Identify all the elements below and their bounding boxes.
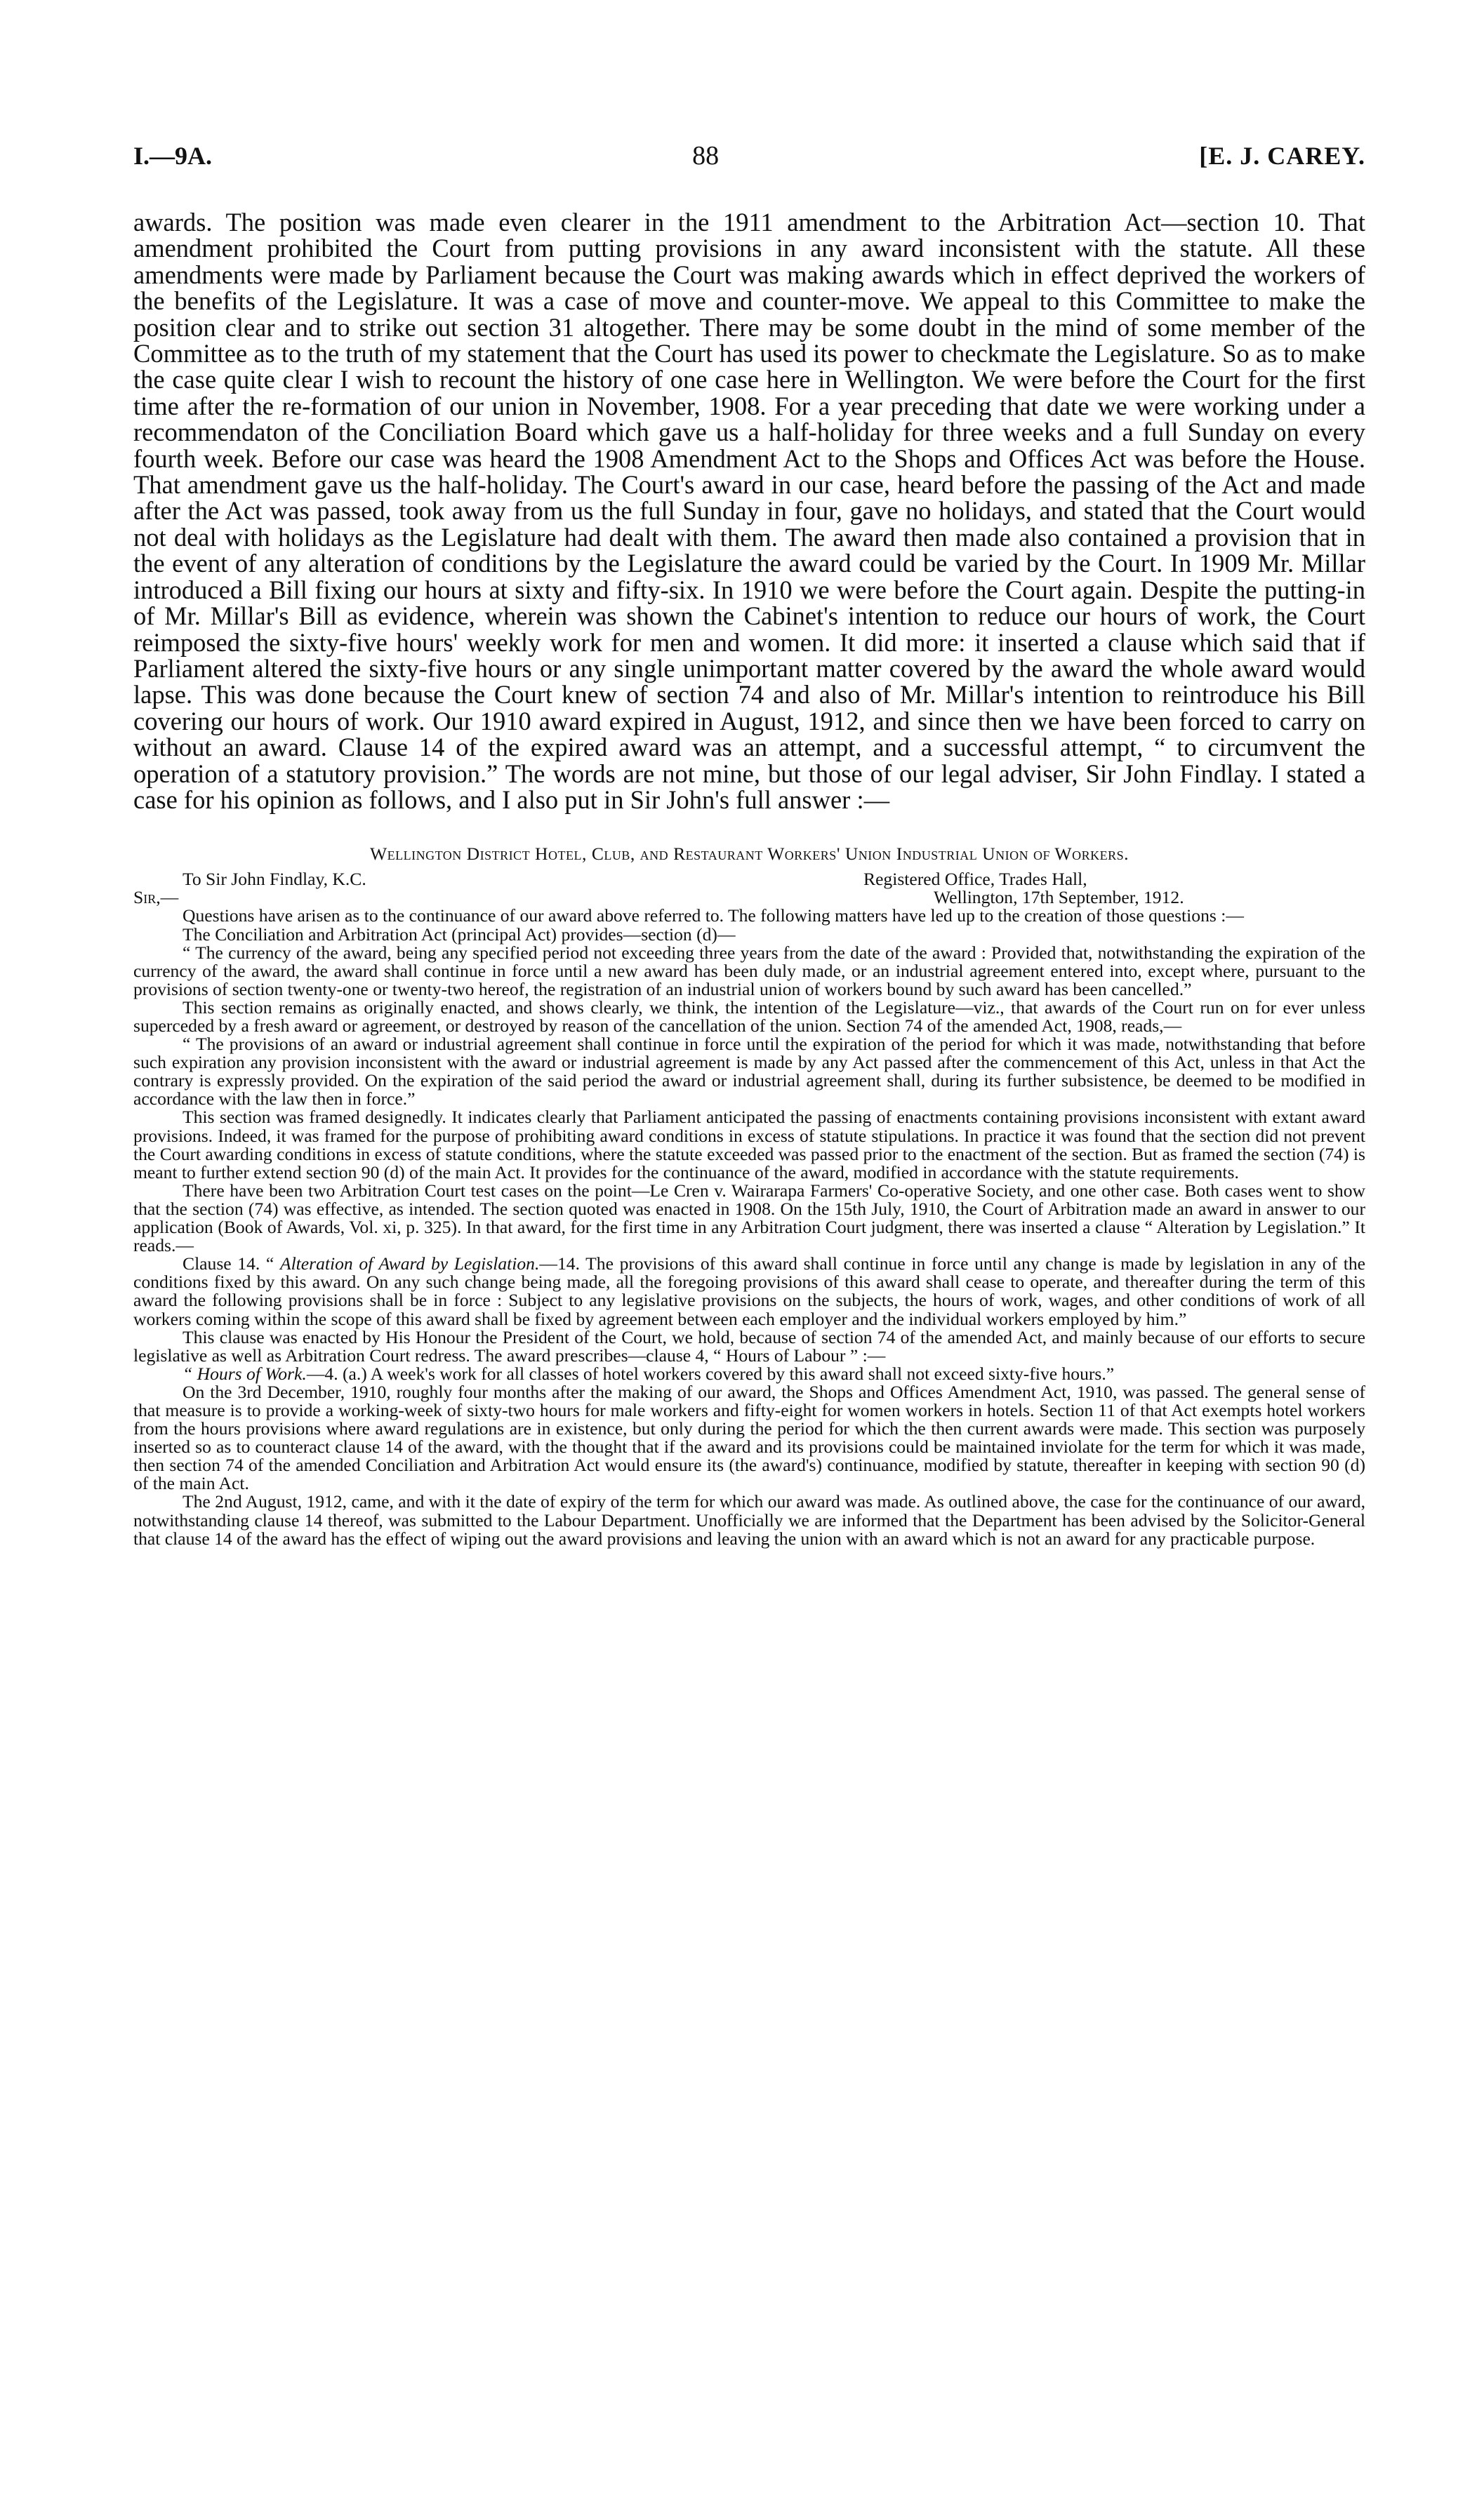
letter-quote: “ The provisions of an award or industrial agreement shall continue in force until the expiration of the period for which it was made, notwithstanding that before such expiration any provision inconsistent with the award or industrial agreement is made by any Act passed after the commencement of this Act, unless in that Act the contrary is expressly provided. On the expiration of the said period the award or industrial agreement shall, during its further subsistence, be deemed to be modified in accordance with the law then in force.” — [133, 1034, 1365, 1109]
main-text — [133, 209, 1365, 813]
letter-paragraph: On the 3rd December, 1910, roughly four months after the making of our award, the Shops and Offices Amendment Act, 1910, was passed. The general sense of that measure is to provide a working-week of sixty-two hours for male workers and fifty-eight for women workers in hotels. Section 11 of that Act exempts hotel workers from the hours provisions where award regulations are in existence, but only during the period for which the then current awards were made. This section was purposely inserted so as to counteract clause 14 of the award, with the thought that if the award and its provisions could be maintained inviolate for the term for which it was made, then section 74 of the amended Conciliation and Arbitration Act would ensure its (the award's) continuance, modified by statute, thereafter in keeping with section 90 (d) of the main Act. — [133, 1381, 1365, 1494]
letter-clause-4 — [133, 1365, 1365, 1383]
letter-paragraph: This section remains as originally enacted, and shows clearly, we think, the intention of the Legislature—viz., that awards of the Court run on for ever unless superceded by a fresh award or agreement, or destroyed by reason of the cancellation of the union. Section 74 of the amended Act, 1908, reads,— — [133, 996, 1365, 1036]
clause-text: —14. The provisions of this award shall continue in force until any change is made by legislation in any of the conditions fixed by this award. On any such change being made, all the foregoing provisions of this award shall cease to operate, and thereafter during the term of this award the following provisions shall be in force : Subject to any legislative provisions on the subjects, the hours of work, wages, and other conditions of work of all workers coming within the scope of this award shall be fixed by agreement between each employer and the individual workers employed by him.” — [133, 1253, 1365, 1329]
letter-clause-14 — [133, 1255, 1365, 1328]
letter-salutation: Sir,— — [133, 887, 179, 908]
clause-text: —4. (a.) A week's work for all classes of hotel workers covered by this award shall not exceed sixty-five hours.” — [306, 1363, 1115, 1384]
document-page — [133, 140, 1365, 1548]
letter-paragraph: The 2nd August, 1912, came, and with it the date of expiry of the term for which our award was made. As outlined above, the case for the continuance of our award, notwithstanding clause 14 thereof, was submitted to the Labour Department. Unofficially we are informed that the Department has been advised by the Solicitor-General that clause 14 of the award has the effect of wiping out the award provisions and leaving the union with an award which is not an award for any practicable purpose. — [133, 1491, 1365, 1549]
quoted-letter — [133, 845, 1365, 1547]
letter-paragraph: There have been two Arbitration Court test cases on the point—Le Cren v. Wairarapa Farmers' Co-operative Society, and one other case. Both cases went to show that the section (74) was effective, as intended. The section quoted was enacted in 1908. On the 15th July, 1910, the Court of Arbitration made an award in answer to our application (Book of Awards, Vol. xi, p. 325). In that award, for the first time in any Arbitration Court judgment, there was inserted a clause “ Alteration by Legislation.” It reads.— — [133, 1180, 1365, 1256]
letter-title: Wellington District Hotel, Club, and Restaurant Workers' Union Industrial Union of Workers. — [369, 844, 1129, 865]
letter-date: Wellington, 17th September, 1912. — [934, 887, 1184, 908]
letter-recipient: To Sir John Findlay, K.C. — [183, 869, 366, 890]
speaker-name: [E. J. CAREY. — [1199, 142, 1365, 170]
letter-office: Registered Office, Trades Hall, — [863, 869, 1087, 890]
letter-quote: “ The currency of the award, being any specified period not exceeding three years from the date of the award : Provided that, notwithstanding the expiration of the currency of the award, the award shall continue in force until a new award has been duly made, or an industrial agreement entered into, except where, pursuant to the provisions of section twenty-one or twenty-two hereof, the registration of an industrial union of workers bound by such award has been cancelled.” — [133, 942, 1365, 999]
page-number: 88 — [692, 141, 720, 171]
clause-label: Clause 14. “ — [183, 1253, 280, 1274]
clause-heading: “ Hours of Work. — [183, 1363, 307, 1384]
letter-paragraph: Questions have arisen as to the continuance of our award above referred to. The following matters have led up to the creation of those questions :— — [183, 905, 1244, 926]
letter-paragraph: The Conciliation and Arbitration Act (principal Act) provides—section (d)— — [183, 924, 736, 945]
clause-heading: Alteration of Award by Legislation. — [279, 1253, 540, 1274]
paper-reference: I.—9A. — [133, 142, 213, 170]
body-paragraph: awards. The position was made even clearer in the 1911 amendment to the Arbitration Act—section 10. That amendment prohibited the Court from putting provisions in any award inconsistent with the statute. All these amendments were made by Parliament because the Court was making awards which in effect deprived the workers of the benefits of the Legislature. It was a case of move and counter-move. We appeal to this Committee to make the position clear and to strike out section 31 altogether. There may be some doubt in the mind of some member of the Committee as to the truth of my statement that the Court has used its power to checkmate the Legislature. So as to make the case quite clear I wish to recount the history of one case here in Wellington. We were before the Court for the first time after the re-formation of our union in November, 1908. For a year preceding that date we were working under a recommendaton of the Conciliation Board which gave us a half-holiday for three weeks and a full Sunday on every fourth week. Before our case was heard the 1908 Amendment Act to the Shops and Offices Act was before the House. That amendment gave us the half-holiday. The Court's award in our case, heard before the passing of the Act and made after the Act was passed, took away from us the full Sunday in four, gave no holidays, and stated that the Court would not deal with holidays as the Legislature had dealt with them. The award then made also contained a provision that in the event of any alteration of conditions by the Legislature the award could be varied by the Court. In 1909 Mr. Millar introduced a Bill fixing our hours at sixty and fifty-six. In 1910 we were before the Court again. Despite the putting-in of Mr. Millar's Bill as evidence, wherein was shown the Cabinet's intention to reduce our hours of work, the Court reimposed the sixty-five hours' weekly work for men and women. It did more: it inserted a clause which said that if Parliament altered the sixty-five hours or any single unimportant matter covered by the award the whole award would lapse. This was done because the Court knew of section 74 and also of Mr. Millar's intention to reintroduce his Bill covering our hours of work. Our 1910 award expired in August, 1912, and since then we have been forced to carry on without an award. Clause 14 of the expired award was an attempt, and a successful attempt, “ to circumvent the operation of a statutory provision.” The words are not mine, but those of our legal adviser, Sir John Findlay. I stated a case for his opinion as follows, and I also put in Sir John's full answer :— — [133, 208, 1365, 814]
page-header — [133, 140, 1365, 189]
letter-paragraph: This clause was enacted by His Honour the President of the Court, we hold, because of section 74 of the amended Act, and mainly because of our efforts to secure legislative as well as Arbitration Court redress. The award prescribes—clause 4, “ Hours of Labour ” :— — [133, 1326, 1365, 1366]
letter-address-block — [133, 870, 1365, 907]
letter-paragraph: This section was framed designedly. It indicates clearly that Parliament anticipated the passing of enactments containing provisions inconsistent with extant award provisions. Indeed, it was framed for the purpose of prohibiting award conditions in excess of statute stipulations. In practice it was found that the section did not prevent the Court awarding conditions in excess of statute conditions, where the statute exceeded was passed prior to the enactment of the section. But as framed the section (74) is meant to further extend section 90 (d) of the main Act. It provides for the continuance of the award, modified in accordance with the statute requirements. — [133, 1107, 1365, 1182]
